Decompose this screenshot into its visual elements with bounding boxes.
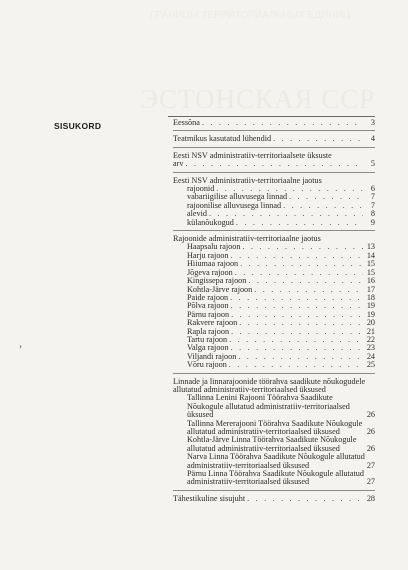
toc-page-number: 21 <box>366 326 375 336</box>
toc-divider <box>173 373 375 374</box>
toc-page-number: 19 <box>366 301 375 311</box>
toc-subentry-title: Valga rajoon <box>187 343 229 353</box>
dot-leader <box>248 277 363 285</box>
dot-leader <box>202 119 363 127</box>
toc-page-number: 6 <box>370 184 375 194</box>
toc-page-number: 27 <box>366 477 375 487</box>
toc-page-number: 7 <box>370 200 375 210</box>
toc-divider <box>173 147 375 148</box>
table-of-contents <box>173 119 375 503</box>
toc-page-number: 26 <box>366 410 375 420</box>
toc-section-title: Eesti NSV administratiiv-territoriaalne jaotus <box>173 175 322 185</box>
toc-subentry-title: Kingissepa rajoon <box>187 276 247 286</box>
toc-subentry-title: Harju rajoon <box>187 250 229 260</box>
toc-subentry[interactable] <box>187 436 375 453</box>
toc-entry-yksuste-arv[interactable] <box>173 152 375 169</box>
toc-subentry-title: Paide rajoon <box>187 292 229 302</box>
toc-subentry-title: Võru rajoon <box>187 360 227 370</box>
toc-section-rajoonide <box>173 235 375 370</box>
dot-leader <box>283 202 363 210</box>
toc-entry-teatmikus[interactable] <box>173 135 375 143</box>
toc-subentry[interactable] <box>187 361 375 369</box>
toc-subentry-title: Viljandi rajoon <box>187 351 237 361</box>
toc-entry-title-line2: arv <box>173 159 184 169</box>
toc-subentry-title: alevid <box>187 209 208 219</box>
dot-leader <box>289 193 363 201</box>
toc-subentry-title: Narva Linna Töörahva Saadikute Nõukogule allutatud administratiiv-territoriaalsed üksused <box>187 452 365 470</box>
dot-leader <box>229 361 363 369</box>
toc-subentry[interactable] <box>187 394 375 419</box>
dot-leader <box>231 311 363 319</box>
toc-page-number: 26 <box>366 443 375 453</box>
toc-subentry-title: Hiiumaa rajoon <box>187 259 239 269</box>
toc-subentry[interactable] <box>187 219 375 227</box>
toc-divider <box>173 130 375 131</box>
toc-subentry-title: Kohtla-Järve rajoon <box>187 284 253 294</box>
toc-subentry-title: Tallinna Mererajooni Töörahva Saadikute Nõukogule allutatud administratiiv-territoriaalsed üksused <box>187 418 363 436</box>
background-title-ghost: ЭСТОНСКАЯ ССР <box>140 84 376 114</box>
toc-page-number: 25 <box>366 360 375 370</box>
toc-section-linnade <box>173 378 375 487</box>
dot-leader <box>235 269 363 277</box>
toc-divider <box>173 490 375 491</box>
toc-sublist <box>173 394 375 486</box>
toc-subentry[interactable] <box>187 420 375 437</box>
toc-page-number: 13 <box>366 242 375 252</box>
toc-page-number: 9 <box>370 217 375 227</box>
toc-subentry-title: Tallinna Lenini Rajooni Töörahva Saadikute Nõukogule allutatud administratiiv-territoriaalsed üksused <box>187 393 350 420</box>
toc-section-title: Linnade ja linnarajoonide töörahva saadikute nõukogudele allutatud administratiiv-territoriaalsed üksused <box>173 376 366 394</box>
dot-leader <box>231 328 363 336</box>
toc-page-number: 14 <box>366 250 375 260</box>
toc-subentry-title: Rakvere rajoon <box>187 318 238 328</box>
dot-leader <box>247 495 363 503</box>
toc-subentry-title: vabariigilise alluvusega linnad <box>187 192 288 202</box>
toc-page-number: 20 <box>366 318 375 328</box>
toc-subentry[interactable] <box>187 202 375 210</box>
toc-subentry-title: Tartu rajoon <box>187 334 228 344</box>
toc-page-number: 18 <box>366 292 375 302</box>
toc-page-number: 17 <box>366 284 375 294</box>
toc-subentry-title: Pärnu rajoon <box>187 309 230 319</box>
toc-subentry-title: Haapsalu rajoon <box>187 242 241 252</box>
toc-divider <box>173 172 375 173</box>
toc-page-number: 26 <box>366 427 375 436</box>
dot-leader <box>185 160 363 168</box>
dot-leader <box>231 344 363 352</box>
toc-subentry-title: Kohtla-Järve Linna Töörahva Saadikute Nõukogule allutatud administratiiv-territoriaalsed üksused <box>187 435 357 453</box>
toc-entry-title: Teatmikus kasutatud lühendid <box>173 134 272 144</box>
toc-page-number: 28 <box>366 493 375 503</box>
top-divider <box>168 116 375 117</box>
toc-entry-title: Eessõna <box>173 118 200 127</box>
toc-section-jaotus <box>173 177 375 227</box>
toc-page-number: 4 <box>370 134 375 144</box>
toc-subentry[interactable] <box>187 453 375 470</box>
toc-entry-title-line1: Eesti NSV administratiiv-territoriaalsete üksuste <box>173 150 332 160</box>
toc-page-number: 8 <box>370 209 375 219</box>
toc-page-number: 22 <box>366 334 375 344</box>
toc-entry-eessona[interactable] <box>173 119 375 127</box>
toc-subentry-title: rajoonid <box>187 184 215 194</box>
dot-leader <box>240 260 363 268</box>
toc-page-number: 24 <box>366 351 375 361</box>
toc-subentry-title: rajoonilise alluvusega linnad <box>187 200 282 210</box>
dot-leader <box>231 252 363 260</box>
toc-page-number: 19 <box>366 309 375 319</box>
background-header-ghost: ГРАНИЦЫ ТЕРРИТОРИАЛЬНЫХ ЕДИНИЦ <box>150 10 351 21</box>
toc-subentry[interactable] <box>187 470 375 487</box>
margin-mark: › <box>19 341 22 351</box>
dot-leader <box>229 336 363 344</box>
toc-page-number: 27 <box>366 460 375 470</box>
toc-subentry-title: Põlva rajoon <box>187 301 229 311</box>
dot-leader <box>273 135 363 143</box>
toc-subentry-title: külanõukogud <box>187 217 234 227</box>
toc-entry-title: Tähestikuline sisujuht <box>173 493 246 503</box>
toc-entry-tahestikuline[interactable] <box>173 495 375 503</box>
toc-subentry-title: Pärnu Linna Töörahva Saadikute Nõukogule allutatud administratiiv-territoriaalsed üksused <box>187 469 364 487</box>
toc-sublist <box>173 185 375 227</box>
toc-subentry-title: Jõgeva rajoon <box>187 267 233 277</box>
toc-divider <box>173 230 375 231</box>
dot-leader <box>238 353 363 361</box>
toc-page-number: 16 <box>366 276 375 286</box>
toc-page-number: 15 <box>366 267 375 277</box>
toc-sublist <box>173 243 375 369</box>
dot-leader <box>239 319 363 327</box>
dot-leader <box>254 286 363 294</box>
dot-leader <box>242 243 363 251</box>
dot-leader <box>230 294 363 302</box>
toc-page-number: 7 <box>370 192 375 202</box>
toc-page-number: 23 <box>366 343 375 353</box>
dot-leader <box>231 302 363 310</box>
toc-page-number: 15 <box>366 259 375 269</box>
page-title: SISUKORD <box>54 121 102 131</box>
toc-subentry-title: Rapla rajoon <box>187 326 230 336</box>
toc-section-title: Rajoonide administratiiv-territoriaalne jaotus <box>173 234 321 244</box>
toc-page-number: 5 <box>370 159 375 169</box>
dot-leader <box>236 219 363 227</box>
toc-page-number: 3 <box>370 118 375 127</box>
